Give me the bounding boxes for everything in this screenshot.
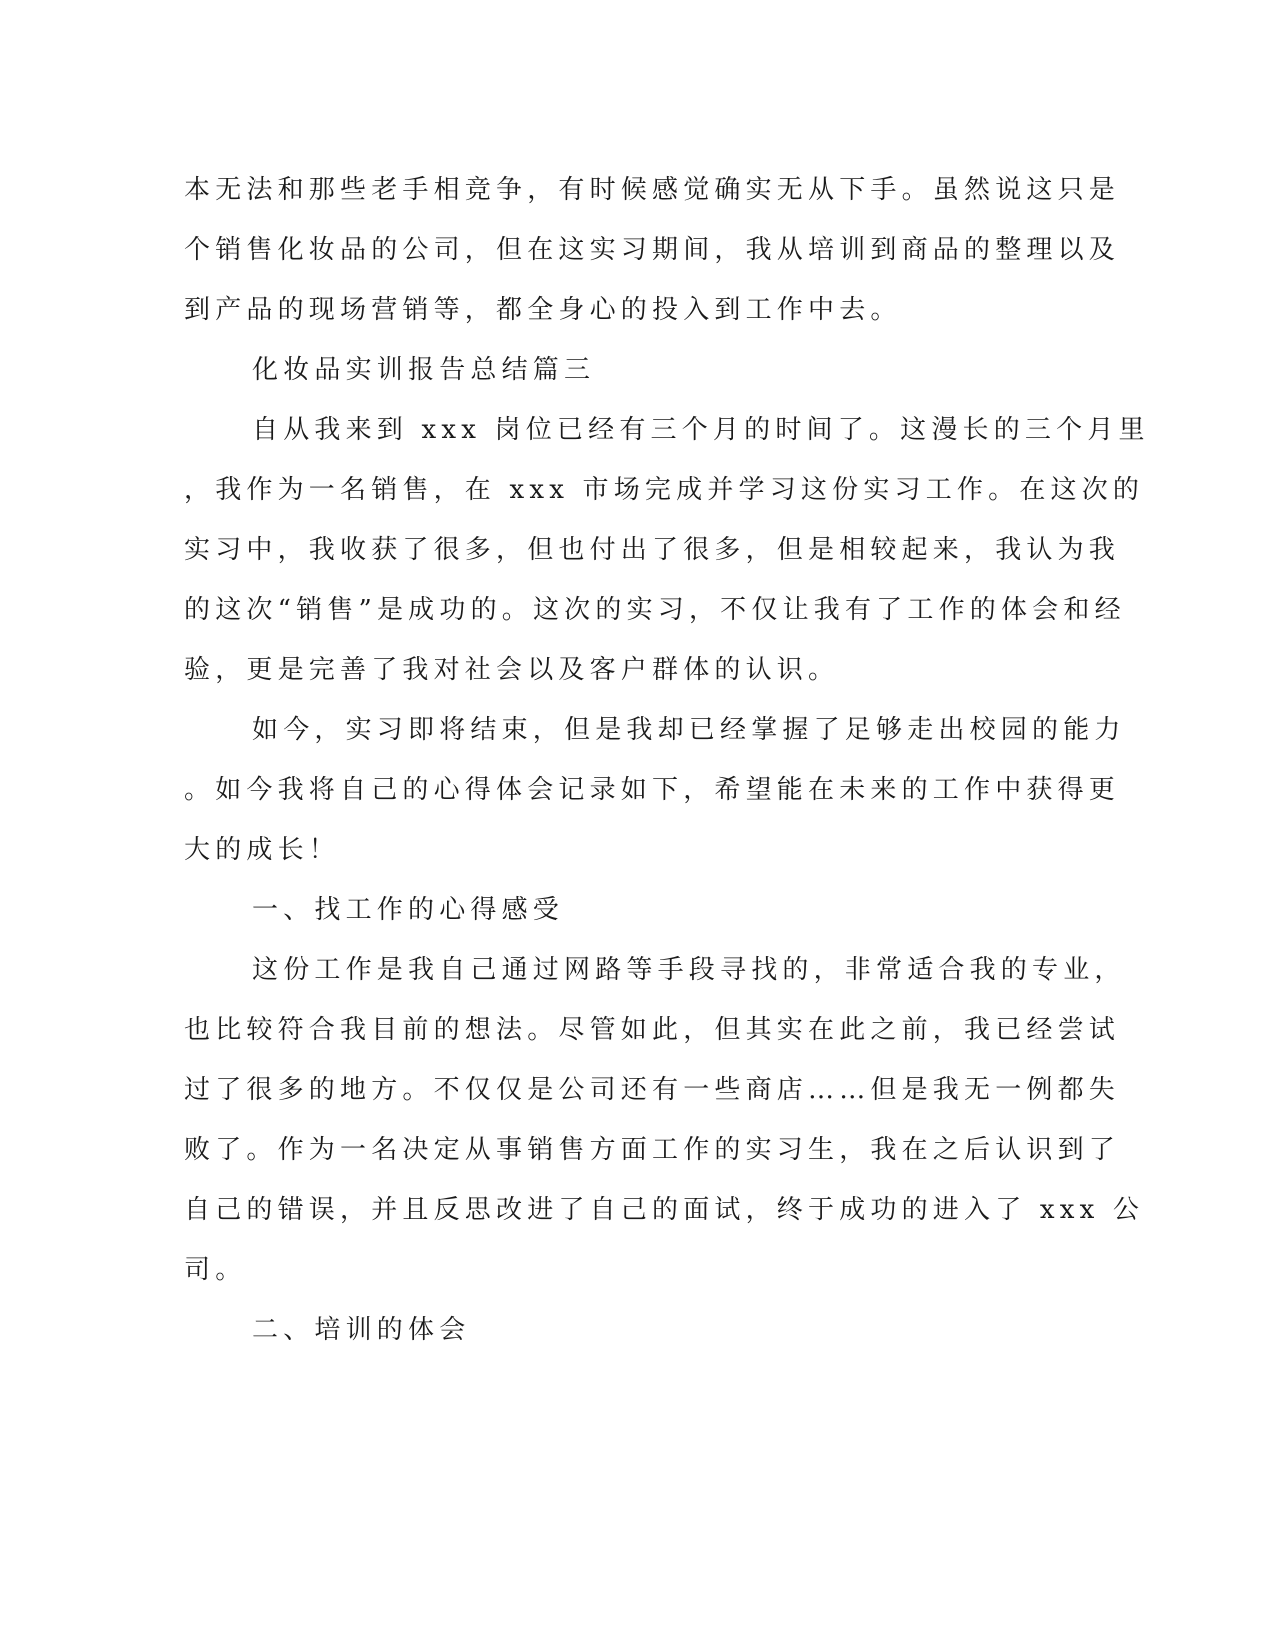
text-line: 自己的错误，并且反思改进了自己的面试，终于成功的进入了 xxx 公	[184, 1195, 1145, 1225]
text-line: 也比较符合我目前的想法。尽管如此，但其实在此之前，我已经尝试	[184, 1015, 1121, 1045]
section-heading: 二、培训的体会	[252, 1315, 471, 1345]
text-line: 到产品的现场营销等，都全身心的投入到工作中去。	[184, 295, 902, 325]
text-line: 本无法和那些老手相竞争，有时候感觉确实无从下手。虽然说这只是	[184, 175, 1121, 205]
text-line: 的这次“销售”是成功的。这次的实习，不仅让我有了工作的体会和经	[184, 595, 1126, 625]
text-line: 过了很多的地方。不仅仅是公司还有一些商店……但是我无一例都失	[184, 1075, 1121, 1105]
text-line: 这份工作是我自己通过网路等手段寻找的，非常适合我的专业，	[252, 955, 1126, 985]
text-line: 如今，实习即将结束，但是我却已经掌握了足够走出校园的能力	[252, 715, 1126, 745]
text-line: 败了。作为一名决定从事销售方面工作的实习生，我在之后认识到了	[184, 1135, 1121, 1165]
text-line: 实习中，我收获了很多，但也付出了很多，但是相较起来，我认为我	[184, 535, 1121, 565]
section-heading: 一、找工作的心得感受	[252, 895, 565, 925]
text-line: 司。	[184, 1255, 247, 1285]
text-line: 自从我来到 xxx 岗位已经有三个月的时间了。这漫长的三个月里	[252, 415, 1150, 445]
text-line: 大的成长！	[184, 835, 341, 865]
section-heading: 化妆品实训报告总结篇三	[252, 355, 596, 385]
text-line: 。如今我将自己的心得体会记录如下，希望能在未来的工作中获得更	[184, 775, 1121, 805]
text-line: 验，更是完善了我对社会以及客户群体的认识。	[184, 655, 840, 685]
text-line: 个销售化妆品的公司，但在这实习期间，我从培训到商品的整理以及	[184, 235, 1121, 265]
text-line: ，我作为一名销售，在 xxx 市场完成并学习这份实习工作。在这次的	[184, 475, 1145, 505]
document-body	[184, 160, 1150, 1360]
